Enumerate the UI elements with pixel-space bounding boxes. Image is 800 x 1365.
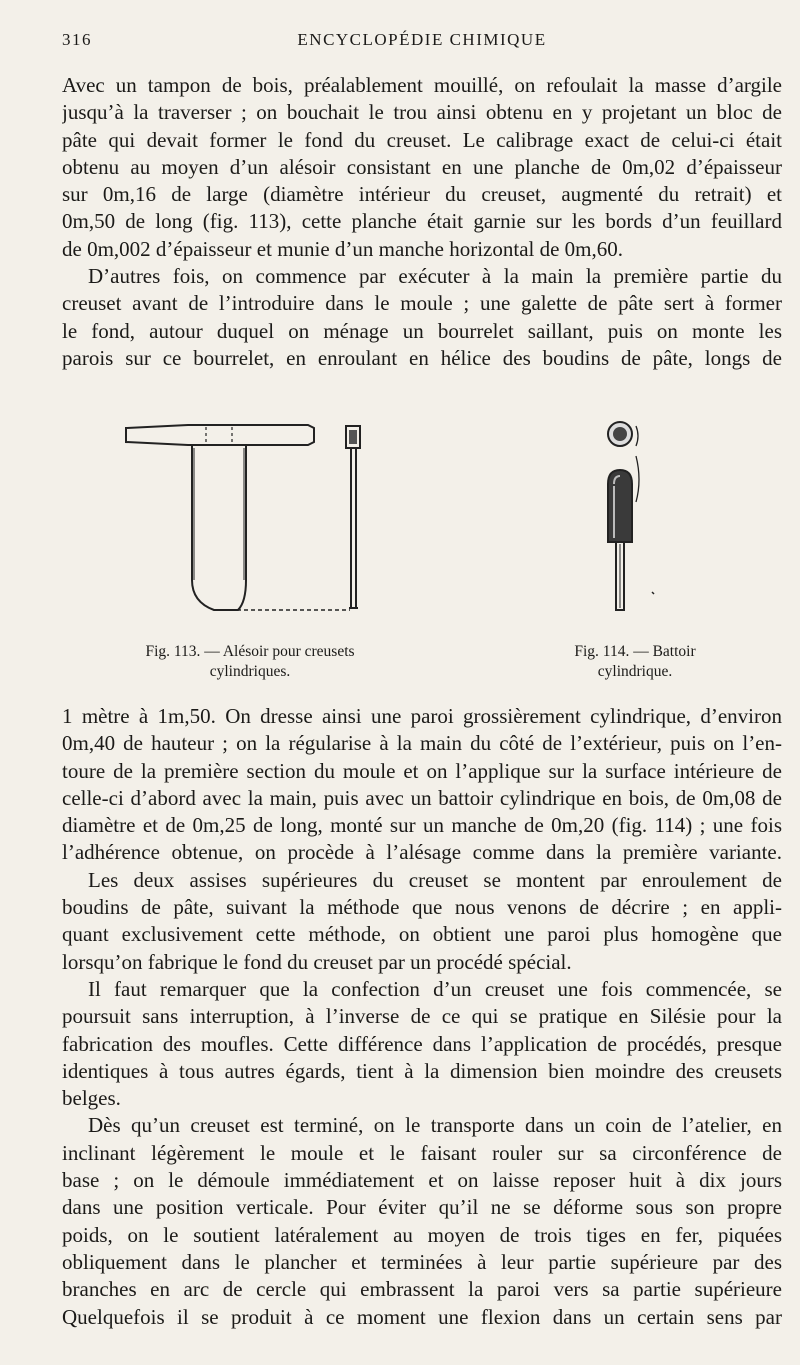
text-line: lorsqu’on fabrique le fond du creuset par un procédé spécial.	[62, 949, 572, 974]
figure-114-caption-subtitle: cylindrique.	[597, 663, 673, 680]
text-line: branches en arc de cercle qui embrassent la paroi vers sa partie supérieure	[62, 1277, 782, 1302]
text-line: boudins de pâte, suivant la méthode que nous venons de décrire ; en appli-	[62, 895, 782, 920]
text-line: Quelquefois il se produit à ce moment une flexion dans un certain sens par	[62, 1304, 782, 1329]
text-line: poids, on le soutient latéralement au moyen de trois tiges en fer, piquées	[62, 1222, 782, 1247]
text-line: celle-ci d’abord avec la main, puis avec un battoir cylindrique en bois, de 0m,08 de	[62, 785, 782, 810]
text-line: Il faut remarquer que la confection d’un creuset une fois commencée, se	[88, 976, 782, 1001]
figure-113-alesoir-illustration	[118, 412, 378, 617]
text-block-top	[62, 72, 782, 372]
text-line: creuset avant de l’introduire dans le moule ; une galette de pâte sert à former	[62, 291, 782, 316]
text-line: inclinant légèrement le moule et le faisant rouler sur sa circonférence de	[62, 1140, 782, 1165]
text-line: 0m,40 de hauteur ; on la régularise à la main du côté de l’extérieur, puis on l’en-	[62, 731, 782, 756]
text-line: jusqu’à la traverser ; on bouchait le trou ainsi obtenu en y projetant un bloc de	[62, 100, 782, 125]
text-line: Dès qu’un creuset est terminé, on le transporte dans un coin de l’atelier, en	[88, 1113, 782, 1138]
text-line: fabrication des moufles. Cette différence dans l’application de procédés, presque	[62, 1031, 782, 1056]
text-line: 0m,50 de long (fig. 113), cette planche était garnie sur les bords d’un feuillard	[62, 209, 782, 234]
text-line: sur 0m,16 de large (diamètre intérieur du creuset, augmenté du retrait) et	[62, 182, 782, 207]
page-number: 316	[62, 30, 92, 49]
text-line: Les deux assises supérieures du creuset se montent par enroulement de	[88, 867, 782, 892]
text-line: dans une position verticale. Pour éviter qu’il ne se déforme sous son propre	[62, 1195, 782, 1220]
text-line: parois sur ce bourrelet, en enroulant en hélice des boudins de pâte, longs de	[62, 345, 782, 370]
text-line: toure de la première section du moule et on l’applique sur la surface intérieure de	[62, 758, 782, 783]
text-line: 1 mètre à 1m,50. On dresse ainsi une paroi grossièrement cylindrique, d’environ	[62, 704, 782, 728]
figure-114-caption-title: Fig. 114. — Battoir	[574, 643, 696, 660]
figure-114-battoir-illustration	[590, 412, 670, 617]
figure-114-caption	[555, 642, 715, 682]
page-header	[62, 30, 782, 60]
text-line: diamètre et de 0m,25 de long, monté sur un manche de 0m,20 (fig. 114) ; une fois	[62, 813, 782, 838]
text-line: pâte qui devait former le fond du creuset. Le calibrage exact de celui-ci était	[62, 127, 782, 152]
text-line: D’autres fois, on commence par exécuter à la main la première partie du	[88, 264, 782, 289]
text-line: Avec un tampon de bois, préalablement mouillé, on refoulait la masse d’argile	[62, 73, 782, 97]
text-line: le fond, autour duquel on ménage un bourrelet saillant, puis on monte les	[62, 318, 782, 343]
text-line: obtenu au moyen d’un alésoir consistant en une planche de 0m,02 d’épaisseur	[62, 154, 782, 179]
running-title: ENCYCLOPÉDIE CHIMIQUE	[297, 30, 547, 49]
figure-113-caption-subtitle: cylindriques.	[209, 663, 291, 680]
text-line: de 0m,002 d’épaisseur et munie d’un manche horizontal de 0m,60.	[62, 236, 624, 261]
text-line: quant exclusivement cette méthode, on obtient une paroi plus homogène que	[62, 922, 782, 947]
text-line: belges.	[62, 1086, 121, 1111]
figure-113-caption-title: Fig. 113. — Alésoir pour creusets	[145, 643, 355, 660]
text-block-bottom	[62, 703, 782, 1331]
text-line: base ; on le démoule immédiatement et on laisse reposer huit à dix jours	[62, 1168, 782, 1193]
text-line: obliquement dans le plancher et terminées à leur partie supérieure par des	[62, 1249, 782, 1274]
text-line: l’adhérence obtenue, on procède à l’alésage comme dans la première variante.	[62, 840, 782, 865]
text-line: poursuit sans interruption, à l’inverse de ce qui se pratique en Silésie pour la	[62, 1004, 782, 1029]
text-line: identiques à tous autres égards, tient à la dimension bien moindre des creusets	[62, 1058, 782, 1083]
figure-113-caption	[120, 642, 380, 682]
